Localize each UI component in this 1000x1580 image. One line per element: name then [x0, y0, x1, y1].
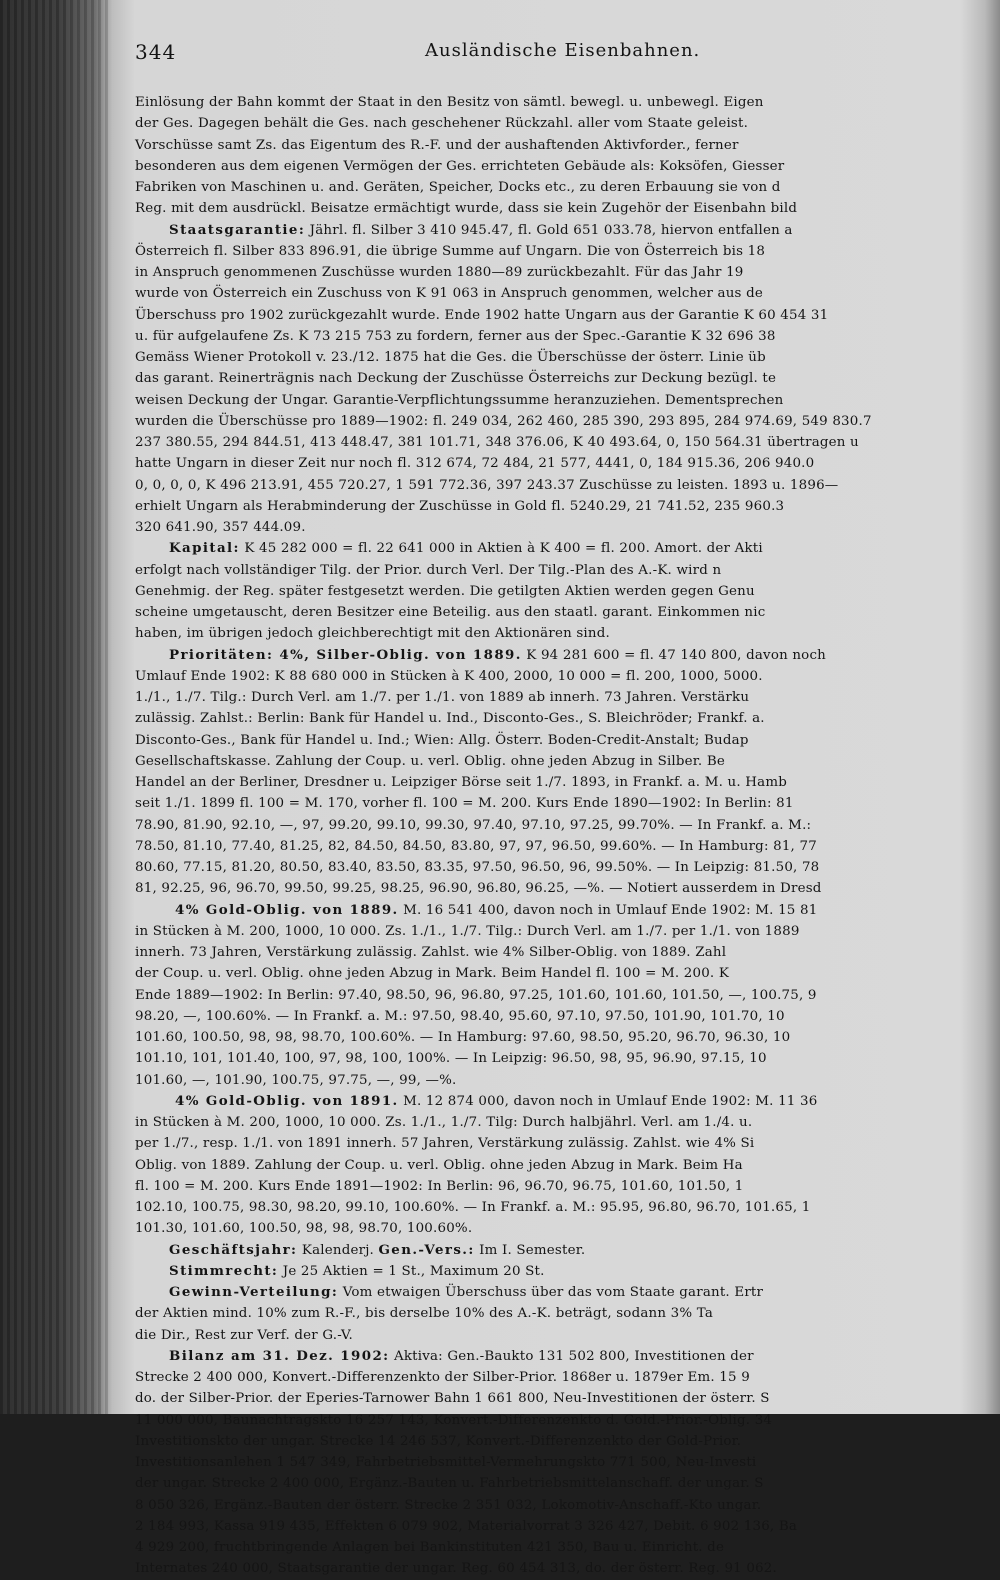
text-line — [135, 751, 975, 772]
line-text: K 94 281 600 = fl. 47 140 800, davon noch — [526, 647, 826, 663]
text-line — [135, 857, 975, 878]
text-line — [135, 368, 975, 389]
section-heading: 4% Gold-Oblig. von 1889. — [175, 901, 399, 918]
line-text: in Stücken à M. 200, 1000, 10 000. Zs. 1./1., 1./7. Tilg: Durch halbjährl. Verl. am 1./4. u. — [135, 1115, 753, 1130]
section-heading: Stimmrecht: — [169, 1262, 279, 1279]
line-text: 4 929 200, fruchtbringende Anlagen bei Bankinstituten 421 350, Bau u. Einricht. de — [135, 1540, 725, 1555]
page-header — [135, 40, 975, 80]
text-line — [135, 1176, 975, 1197]
text-line — [135, 878, 975, 899]
page-number: 344 — [135, 40, 177, 64]
line-text: Investitionskto der ungar. Strecke 14 246 537, Konvert.-Differenzenkto der Gold-Prior. — [135, 1433, 742, 1449]
text-line — [135, 135, 975, 156]
text-line — [135, 602, 975, 623]
text-line — [135, 1495, 975, 1516]
section-heading: 4% Gold-Oblig. von 1891. — [175, 1092, 399, 1109]
text-line — [135, 496, 975, 517]
line-text: Einlösung der Bahn kommt der Staat in den Besitz von sämtl. bewegl. u. unbewegl. Eigen — [135, 95, 764, 110]
line-text: Gemäss Wiener Protokoll v. 23./12. 1875 hat die Ges. die Überschüsse der österr. Linie üb — [135, 350, 766, 365]
text-line — [135, 560, 975, 581]
text-line — [135, 1155, 975, 1176]
line-text: 8 050 326, Ergänz.-Bauten der österr. Strecke 2 351 032, Lokomotiv-Anschaff.-Kto ungar. — [135, 1497, 762, 1513]
line-text: 2 184 993, Kassa 919 435, Effekten 6 079 902, Materialvorrat 3 326 427, Debit. 6 902 136, Ba — [135, 1518, 798, 1534]
line-text: 78.50, 81.10, 77.40, 81.25, 82, 84.50, 84.50, 83.80, 97, 97, 96.50, 99.60%. — In Hamburg: 81, 77 — [135, 838, 817, 854]
line-text: 80.60, 77.15, 81.20, 80.50, 83.40, 83.50, 83.35, 97.50, 96.50, 96, 99.50%. — In Leipzig: 81.50, 78 — [135, 860, 820, 875]
text-line — [135, 1558, 975, 1579]
text-line — [135, 411, 975, 432]
line-text: 101.10, 101, 101.40, 100, 97, 98, 100, 100%. — In Leipzig: 96.50, 98, 95, 96.90, 97.15, 10 — [135, 1051, 767, 1067]
line-text: haben, im übrigen jedoch gleichberechtigt mit den Aktionären sind. — [135, 626, 610, 642]
text-line — [135, 985, 975, 1006]
text-line — [135, 1112, 975, 1133]
line-text: besonderen aus dem eigenen Vermögen der Ges. errichteten Gebäude als: Koksöfen, Giesser — [135, 158, 785, 174]
text-line — [135, 475, 975, 496]
line-text: wurden die Überschüsse pro 1889—1902: fl. 249 034, 262 460, 285 390, 293 895, 284 974.69, 549 830.7 — [135, 413, 872, 429]
text-line — [135, 1006, 975, 1027]
text-line — [135, 326, 975, 347]
text-line — [135, 305, 975, 326]
text-line — [135, 1303, 975, 1324]
text-line — [135, 220, 975, 241]
text-line — [135, 1388, 975, 1409]
line-text: wurde von Österreich ein Zuschuss von K 91 063 in Anspruch genommen, welcher aus de — [135, 286, 763, 302]
line-text: M. 16 541 400, davon noch in Umlauf Ende 1902: M. 15 81 — [403, 902, 818, 918]
text-line — [135, 262, 975, 283]
line-text: 78.90, 81.90, 92.10, —, 97, 99.20, 99.10, 99.30, 97.40, 97.10, 97.25, 99.70%. — In Frankf. a. M.: — [135, 817, 812, 833]
text-line — [135, 581, 975, 602]
text-line — [135, 1346, 975, 1367]
line-text: Oblig. von 1889. Zahlung der Coup. u. verl. Oblig. ohne jeden Abzug in Mark. Beim Ha — [135, 1157, 743, 1173]
text-line — [135, 963, 975, 984]
line-text: per 1./7., resp. 1./1. von 1891 innerh. 57 Jahren, Verstärkung zulässig. Zahlst. wie 4% Si — [135, 1136, 755, 1152]
line-text: 1./1., 1./7. Tilg.: Durch Verl. am 1./7. per 1./1. von 1889 ab innerh. 73 Jahren. Verstärku — [135, 690, 750, 705]
section-heading: Geschäftsjahr: — [169, 1241, 298, 1258]
section-heading: Gen.-Vers.: — [378, 1241, 475, 1258]
line-text: u. für aufgelaufene Zs. K 73 215 753 zu fordern, ferner aus der Spec.-Garantie K 32 696 38 — [135, 328, 776, 344]
line-text: Vom etwaigen Überschuss über das vom Staate garant. Ertr — [342, 1285, 764, 1300]
text-line — [135, 1261, 975, 1282]
line-text: Investitionsanlehen 1 547 349, Fahrbetriebsmittel-Vermehrungskto 771 500, Neu-Investi — [135, 1455, 757, 1470]
text-line — [135, 730, 975, 751]
line-text: das garant. Reinerträgnis nach Deckung der Zuschüsse Österreichs zur Deckung bezügl. te — [135, 371, 777, 387]
section-heading: Staatsgarantie: — [169, 221, 306, 238]
text-line — [135, 113, 975, 134]
line-text: Handel an der Berliner, Dresdner u. Leipziger Börse seit 1./7. 1893, in Frankf. a. M. u. Hamb — [135, 775, 788, 790]
text-line — [135, 241, 975, 262]
text-line — [135, 1452, 975, 1473]
text-line — [135, 283, 975, 304]
line-text: erfolgt nach vollständiger Tilg. der Prior. durch Verl. Der Tilg.-Plan des A.-K. wird n — [135, 562, 722, 578]
line-text: zulässig. Zahlst.: Berlin: Bank für Handel u. Ind., Disconto-Ges., S. Bleichröder; Frankf. a. — [135, 711, 765, 727]
text-line — [135, 1197, 975, 1218]
text-line — [135, 156, 975, 177]
line-text: Strecke 2 400 000, Konvert.-Differenzenkto der Silber-Prior. 1868er u. 1879er Em. 15 9 — [135, 1370, 750, 1385]
book-spine-shadow — [0, 0, 110, 1414]
line-text: der Coup. u. verl. Oblig. ohne jeden Abzug in Mark. Beim Handel fl. 100 = M. 200. K — [135, 966, 730, 982]
text-line — [135, 645, 975, 666]
line-text: Genehmig. der Reg. später festgesetzt werden. Die getilgten Aktien werden gegen Genu — [135, 583, 755, 599]
text-line — [135, 1325, 975, 1346]
text-line — [135, 517, 975, 538]
line-text: innerh. 73 Jahren, Verstärkung zulässig. Zahlst. wie 4% Silber-Oblig. von 1889. Zahl — [135, 945, 727, 960]
section-heading: Gewinn-Verteilung: — [169, 1284, 339, 1300]
text-line — [135, 772, 975, 793]
line-text: seit 1./1. 1899 fl. 100 = M. 170, vorher fl. 100 = M. 200. Kurs Ende 1890—1902: In Berlin: 81 — [135, 796, 794, 812]
line-text: 102.10, 100.75, 98.30, 98.20, 99.10, 100.60%. — In Frankf. a. M.: 95.95, 96.80, 96.70, 101.65, 1 — [135, 1200, 811, 1215]
text-line — [135, 1027, 975, 1048]
line-text: hatte Ungarn in dieser Zeit nur noch fl. 312 674, 72 484, 21 577, 4441, 0, 184 915.36, 206 940.0 — [135, 456, 815, 472]
line-text: Umlauf Ende 1902: K 88 680 000 in Stücken à K 400, 2000, 10 000 = fl. 200, 1000, 5000. — [135, 668, 763, 684]
line-text: 81, 92.25, 96, 96.70, 99.50, 99.25, 98.25, 96.90, 96.80, 96.25, —%. — Notiert ausserdem in Dresd — [135, 881, 822, 897]
text-line — [135, 1282, 975, 1303]
line-text: die Dir., Rest zur Verf. der G.-V. — [135, 1327, 353, 1343]
line-text: K 45 282 000 = fl. 22 641 000 in Aktien à K 400 = fl. 200. Amort. der Akti — [244, 541, 763, 557]
line-text: 101.60, 100.50, 98, 98, 98.70, 100.60%. — In Hamburg: 97.60, 98.50, 95.20, 96.70, 96.30, 10 — [135, 1030, 791, 1045]
line-text: Überschuss pro 1902 zurückgezahlt wurde. Ende 1902 hatte Ungarn aus der Garantie K 60 454 31 — [135, 307, 829, 323]
text-line — [135, 836, 975, 857]
line-text: Jährl. fl. Silber 3 410 945.47, fl. Gold 651 033.78, hiervon entfallen a — [309, 222, 793, 238]
line-text: Disconto-Ges., Bank für Handel u. Ind.; Wien: Allg. Österr. Boden-Credit-Anstalt; Budap — [135, 732, 749, 748]
text-line — [135, 1516, 975, 1537]
section-heading: Kapital: — [169, 540, 240, 557]
line-text: 237 380.55, 294 844.51, 413 448.47, 381 101.71, 348 376.06, K 40 493.64, 0, 150 564.31 übertragen u — [135, 435, 859, 450]
line-text: Kalenderj. — [301, 1242, 374, 1258]
page-body-text — [135, 92, 975, 1580]
text-line — [135, 198, 975, 219]
line-text: 101.30, 101.60, 100.50, 98, 98, 98.70, 100.60%. — [135, 1221, 473, 1237]
text-line — [135, 921, 975, 942]
text-line — [135, 1473, 975, 1494]
text-line — [135, 1240, 975, 1261]
text-line — [135, 1431, 975, 1452]
line-text: do. der Silber-Prior. der Eperies-Tarnower Bahn 1 661 800, Neu-Investitionen der österr. S — [135, 1391, 770, 1407]
line-text: Internates 240 000, Staatsgarantie der ungar. Reg. 60 454 313, do. der österr. Reg. 91 062. — [135, 1561, 777, 1577]
section-heading: Bilanz am 31. Dez. 1902: — [169, 1347, 390, 1364]
text-line — [135, 347, 975, 368]
line-text: Gesellschaftskasse. Zahlung der Coup. u. verl. Oblig. ohne jeden Abzug in Silber. Be — [135, 753, 726, 769]
line-text: weisen Deckung der Ungar. Garantie-Verpflichtungssumme heranzuziehen. Dementsprechen — [135, 392, 784, 408]
running-title: Ausländische Eisenbahnen. — [425, 40, 701, 61]
line-text: fl. 100 = M. 200. Kurs Ende 1891—1902: In Berlin: 96, 96.70, 96.75, 101.60, 101.50, 1 — [135, 1178, 744, 1194]
text-line — [135, 1367, 975, 1388]
text-line — [135, 1048, 975, 1069]
line-text: 0, 0, 0, 0, K 496 213.91, 455 720.27, 1 591 772.36, 397 243.37 Zuschüsse zu leisten. 1893 u. 1896— — [135, 477, 839, 493]
text-line — [135, 453, 975, 474]
text-line — [135, 1410, 975, 1431]
text-line — [135, 900, 975, 921]
line-text: 320 641.90, 357 444.09. — [135, 520, 306, 535]
book-page — [135, 40, 975, 1577]
line-text: Reg. mit dem ausdrückl. Beisatze ermächtigt wurde, dass sie kein Zugehör der Eisenbahn bild — [135, 201, 798, 217]
line-text: erhielt Ungarn als Herabminderung der Zuschüsse in Gold fl. 5240.29, 21 741.52, 235 960.3 — [135, 498, 785, 514]
line-text: in Anspruch genommenen Zuschüsse wurden 1880—89 zurückbezahlt. Für das Jahr 19 — [135, 265, 744, 280]
text-line — [135, 623, 975, 644]
text-line — [135, 1091, 975, 1112]
line-text: Je 25 Aktien = 1 St., Maximum 20 St. — [282, 1263, 545, 1279]
text-line — [135, 793, 975, 814]
line-text: Vorschüsse samt Zs. das Eigentum des R.-F. und der aushaftenden Aktivforder., ferner — [135, 137, 739, 153]
line-text: in Stücken à M. 200, 1000, 10 000. Zs. 1./1., 1./7. Tilg.: Durch Verl. am 1./7. per 1./1. von 1889 — [135, 923, 800, 939]
text-line — [135, 177, 975, 198]
text-line — [135, 432, 975, 453]
line-text: der ungar. Strecke 2 400 000, Ergänz.-Bauten u. Fahrbetriebsmittelanschaff. der ungar. S — [135, 1476, 764, 1492]
text-line — [135, 1070, 975, 1091]
line-text: Aktiva: Gen.-Baukto 131 502 800, Investitionen der — [393, 1348, 754, 1364]
line-text: der Ges. Dagegen behält die Ges. nach geschehener Rückzahl. aller vom Staate geleist. — [135, 116, 749, 132]
line-text: Im I. Semester. — [479, 1242, 586, 1258]
line-text: Österreich fl. Silber 833 896.91, die übrige Summe auf Ungarn. Die von Österreich bis 18 — [135, 243, 766, 259]
text-line — [135, 1537, 975, 1558]
text-line — [135, 390, 975, 411]
text-line — [135, 815, 975, 836]
text-line — [135, 538, 975, 559]
line-text: 98.20, —, 100.60%. — In Frankf. a. M.: 97.50, 98.40, 95.60, 97.10, 97.50, 101.90, 101.70, 10 — [135, 1008, 785, 1024]
text-line — [135, 708, 975, 729]
line-text: Fabriken von Maschinen u. and. Geräten, Speicher, Docks etc., zu deren Erbauung sie von d — [135, 180, 781, 195]
line-text: 101.60, —, 101.90, 100.75, 97.75, —, 99, —%. — [135, 1072, 457, 1088]
text-line — [135, 1133, 975, 1154]
text-line — [135, 942, 975, 963]
line-text: M. 12 874 000, davon noch in Umlauf Ende 1902: M. 11 36 — [403, 1093, 818, 1109]
text-line — [135, 687, 975, 708]
text-line — [135, 92, 975, 113]
text-line — [135, 1218, 975, 1239]
line-text: 11 000 000, Baunachtragskto 16 257 143, Konvert.-Differenzenkto d. Gold.-Prior.-Oblig. 34 — [135, 1412, 773, 1428]
line-text: Ende 1889—1902: In Berlin: 97.40, 98.50, 96, 96.80, 97.25, 101.60, 101.60, 101.50, —, 100.75, 9 — [135, 987, 817, 1003]
line-text: scheine umgetauscht, deren Besitzer eine Beteilig. aus den staatl. garant. Einkommen nic — [135, 605, 766, 620]
section-heading: Prioritäten: 4%, Silber-Oblig. von 1889. — [169, 646, 522, 663]
line-text: der Aktien mind. 10% zum R.-F., bis derselbe 10% des A.-K. beträgt, sodann 3% Ta — [135, 1306, 714, 1322]
text-line — [135, 666, 975, 687]
